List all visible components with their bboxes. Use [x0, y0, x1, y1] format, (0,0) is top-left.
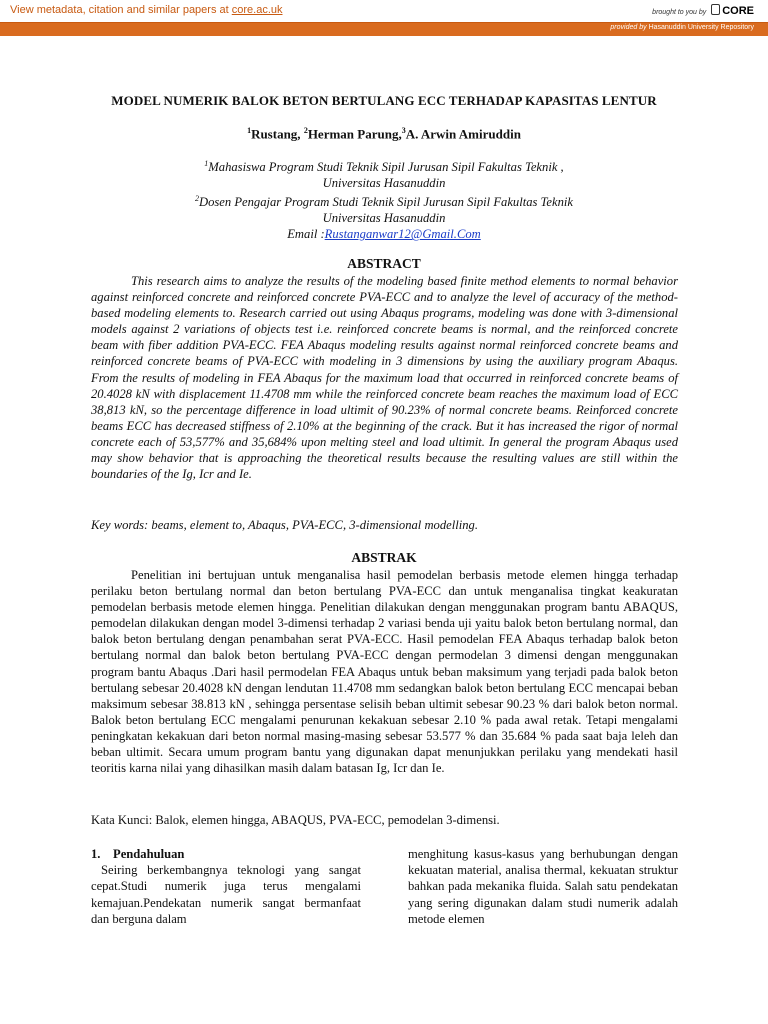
brought-to-you-text: brought to you by	[652, 9, 707, 16]
repository-name[interactable]: Hasanuddin University Repository	[648, 24, 754, 31]
affiliation-2-text: Dosen Pengajar Program Studi Teknik Sipil Jurusan Sipil Fakultas Teknik	[199, 195, 573, 210]
core-banner	[0, 0, 768, 23]
keywords-id: Kata Kunci: Balok, elemen hingga, ABAQUS, PVA-ECC, pemodelan 3-dimensi.	[91, 813, 500, 827]
provided-by-text	[610, 24, 754, 31]
affiliation-1-text: Mahasiswa Program Studi Teknik Sipil Jurusan Sipil Fakultas Teknik ,	[208, 160, 564, 175]
affiliation-1-line-1	[0, 156, 768, 175]
core-metadata-text: View metadata, citation and similar papers at	[10, 4, 232, 16]
abstrak-paragraph: Penelitian ini bertujuan untuk menganalisa hasil pemodelan berbasis metode elemen hingga terhadap perilaku beton bertulang normal dan beton bertulang PVA-ECC dan untuk menganalisa tingkat keakuratan pemodelan berbasis metode elemen hingga. Penelitian dilakukan dengan menggunakan program bantu ABAQUS, pemodelan dilakukan dengan model 3-dimensi terhadap 2 variasi benda uji yaitu balok beton bertulang normal, dan balok beton bertulang dengan penambahan serat PVA-ECC. Hasil pemodelan FEA Abaqus terhadap balok beton bertulang normal dan balok beton bertulang PVA-ECC dengan permodelan 3 dimensi dengan menggunakan program bantu Abaqus .Dari hasil permodelan FEA Abaqus untuk beban maksimum yang terjadi pada balok beton bertulang sebesar 20.4028 kN dengan lendutan 11.4708 mm sedangkan balok beton bertulang ECC mencapai beban maksimum sebesar 38.813 kN , sehingga persentase selisih beban ultimit sebesar 90.23 % dari balok beton normal. Balok beton bertulang ECC mengalami penurunan kekakuan sebesar 2.10 % pada awal retak. Tetapi mengalami peningkatan kekakuan dari beton normal masing-masing sebesar 53.577 % dan 35.684 % pada saat baja leleh dan beban ultimit. Secara umum program bantu yang digunakan dapat menunjukkan perilaku yang mendekati hasil teoritis karna nilai yang dihasilkan masih dalam batasan Ig, Icr dan Ie.	[91, 568, 678, 776]
abstract-paragraph: This research aims to analyze the results of the modeling based finite method elements to normal behavior against reinforced concrete and reinforced concrete PVA-ECC and to analyze the level of accuracy of the method-based modeling elements to. Research carried out using Abaqus programs, modeling was done with 3-dimensional models against 2 variations of objects test i.e. reinforced concrete beams is normal, and the reinforced concrete beam with fiber addition PVA-ECC. FEA Abaqus modeling results against normal reinforced concrete beams and reinforced concrete beams of PVA-ECC with modeling in 3 dimensions by using the auxiliary program Abaqus. From the results of modeling in FEA Abaqus for the maximum load that occurred in reinforced concrete beams of 20.4028 kN with displacement 11.4708 mm while the reinforced concrete beam reaches the maximum load of ECC 38,813 kN, so the percentage difference in load ultimit of 90.23% of normal concrete beams. Reinforced concrete beams ECC has decreased stiffness of 2.10% at the beginning of the crack. But it has increased the rigor of normal concrete each of 53,577% and 35,684% upon melting steel and load ultimit. In general the program Abaqus used may show behavior that is approaching the theoretical results because the resulting values are still within the boundaries of the Ig, Icr and Ie.	[91, 274, 678, 482]
author-2-sup: 2	[303, 126, 308, 135]
section-1-paragraph-right: menghitung kasus-kasus yang berhubungan dengan kekuatan material, analisa thermal, kekuatan struktur bahkan pada mekanika fluida. Salah satu pendekatan yang sering digunakan dalam studi numerik adalah metode elemen	[408, 847, 678, 926]
abstract-heading: ABSTRACT	[347, 256, 421, 271]
author-list	[0, 126, 768, 142]
paper-title: MODEL NUMERIK BALOK BETON BERTULANG ECC TERHADAP KAPASITAS LENTUR	[111, 93, 657, 108]
section-1-number: 1.	[91, 847, 101, 861]
core-metadata-link-line	[10, 4, 283, 16]
email-link[interactable]: Rustanganwar12@Gmail.Com	[324, 227, 481, 242]
affiliation-2-line-2: Universitas Hasanuddin	[322, 211, 446, 226]
affiliation-1-sup: 1	[204, 159, 209, 168]
abstrak-body	[91, 567, 678, 776]
author-2-name: Herman Parung,	[307, 126, 402, 142]
author-3-sup: 3	[401, 126, 406, 135]
core-ac-uk-link[interactable]: core.ac.uk	[231, 4, 283, 16]
core-logo-icon	[711, 4, 720, 15]
keywords-en: Key words: beams, element to, Abaqus, PVA-ECC, 3-dimensional modelling.	[91, 518, 478, 532]
author-1-sup: 1	[247, 126, 252, 135]
email-line	[0, 226, 768, 242]
abstrak-heading: ABSTRAK	[351, 550, 417, 565]
abstract-body	[91, 273, 678, 482]
core-brought-by	[652, 4, 754, 17]
section-1-paragraph-left: Seiring berkembangnya teknologi yang sangat cepat.Studi numerik juga terus mengalami kemajuan.Pendekatan numerik sangat bermanfaat dan berguna dalam	[91, 863, 361, 926]
affiliation-2-line-1	[0, 191, 768, 210]
affiliation-2-sup: 2	[195, 194, 200, 204]
author-1-name: Rustang,	[251, 126, 304, 142]
provided-by-bar	[0, 23, 768, 36]
core-logo[interactable]	[711, 4, 754, 17]
provided-by-prefix: provided by	[610, 24, 647, 31]
affiliation-1-line-2: Universitas Hasanuddin	[322, 176, 446, 191]
email-label: Email :	[287, 227, 325, 242]
column-right	[408, 846, 678, 927]
section-1-title: Pendahuluan	[113, 847, 185, 861]
section-1-heading	[91, 846, 361, 862]
author-3-name: A. Arwin Amiruddin	[405, 126, 521, 142]
column-left	[91, 846, 361, 927]
core-logo-text: CORE	[722, 5, 754, 17]
affiliations	[0, 156, 768, 242]
